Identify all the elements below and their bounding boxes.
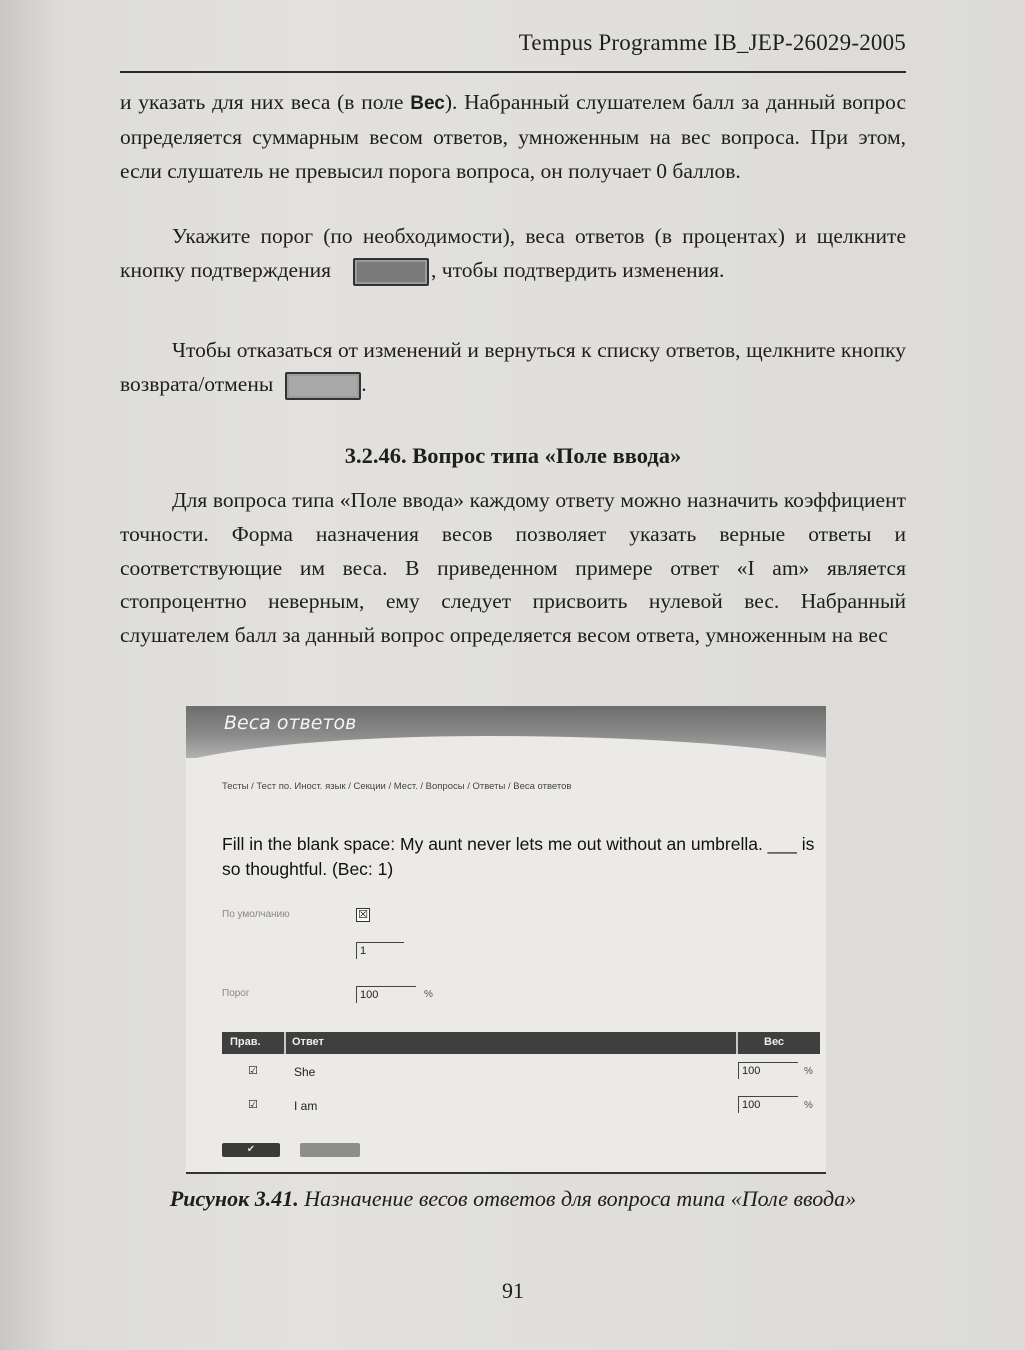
confirm-button[interactable]: ✔	[222, 1143, 280, 1157]
col-weight: Вес	[764, 1036, 785, 1048]
default-label: По умолчанию	[222, 909, 290, 920]
p3-after: .	[361, 371, 367, 396]
question-text: Fill in the blank space: My aunt never lets me out without an umbrella. ___ is so thoughtful. (Вес: 1)	[222, 834, 815, 879]
weight-field-name: Вес	[410, 93, 445, 114]
paragraph-3	[120, 334, 906, 402]
p3-before: Чтобы отказаться от изменений и вернуться к списку ответов, щелкните кнопку возврата/отмены	[120, 338, 906, 396]
row-1-correct-checkbox[interactable]: ☑	[248, 1064, 258, 1077]
breadcrumb: Тесты / Тест по. Иност. язык / Секции / Мест. / Вопросы / Ответы / Веса ответов	[222, 781, 572, 792]
col-separator	[736, 1032, 738, 1054]
caption-label: Рисунок 3.41.	[169, 1186, 299, 1211]
row-1-weight-unit: %	[804, 1066, 813, 1077]
row-2-correct-checkbox[interactable]: ☑	[248, 1098, 258, 1111]
figure-screenshot	[186, 706, 826, 1174]
row-1-weight-input[interactable]: 100	[738, 1062, 798, 1079]
row-2-weight-unit: %	[804, 1100, 813, 1111]
p4-text: Для вопроса типа «Поле ввода» каждому ответу можно назначить коэффициент точности. Форма назначения весов позволяет указать верные ответы и соответствующие им веса. В приведенном примере ответ «I am» является стопроцентно неверным, ему следует присвоить нулевой вес. Набранный слушателем балл за данный вопрос определяется весом ответа, умноженным на вес	[120, 488, 906, 648]
col-answer: Ответ	[292, 1036, 324, 1048]
row-2-weight-input[interactable]: 100	[738, 1096, 798, 1113]
figure-caption	[120, 1183, 906, 1215]
paragraph-4	[120, 484, 906, 653]
page-number: 91	[502, 1278, 524, 1303]
row-1-answer: She	[294, 1065, 316, 1079]
section-heading: 3.2.46. Вопрос типа «Поле ввода»	[344, 443, 682, 468]
caption-text: Назначение весов ответов для вопроса типа «Поле ввода»	[298, 1186, 857, 1211]
paragraph-1	[120, 86, 906, 188]
p2-before: Укажите порог (по необходимости), веса ответов (в процентах) и щелкните кнопку подтверждения	[120, 224, 906, 282]
p1-before: и указать для них веса (в поле	[120, 90, 411, 114]
header-rule	[120, 71, 906, 73]
running-header: Tempus Programme IB_JEP-26029-2005	[518, 30, 906, 55]
p2-after: , чтобы подтвердить изменения.	[431, 257, 725, 282]
p1-after: ). Набранный слушателем балл за данный вопрос определяется суммарным весом ответов, умноженным на вес вопроса. При этом, если слушатель не превысил порога вопроса, он получает 0 баллов.	[120, 90, 906, 183]
paragraph-2	[120, 220, 906, 288]
threshold-unit: %	[424, 989, 433, 1000]
cancel-button[interactable]	[300, 1143, 360, 1157]
threshold-label: Порог	[222, 988, 250, 999]
default-checkbox[interactable]: ☒	[356, 908, 370, 922]
weight-input[interactable]: 1	[356, 942, 404, 959]
cancel-button-image	[285, 372, 361, 400]
col-correct: Прав.	[230, 1036, 261, 1048]
confirm-button-image	[353, 258, 429, 286]
col-separator	[284, 1032, 286, 1054]
figure-title: Веса ответов	[224, 712, 357, 734]
threshold-input[interactable]: 100	[356, 986, 416, 1003]
row-2-answer: I am	[294, 1099, 318, 1113]
answers-table-header	[222, 1032, 820, 1054]
